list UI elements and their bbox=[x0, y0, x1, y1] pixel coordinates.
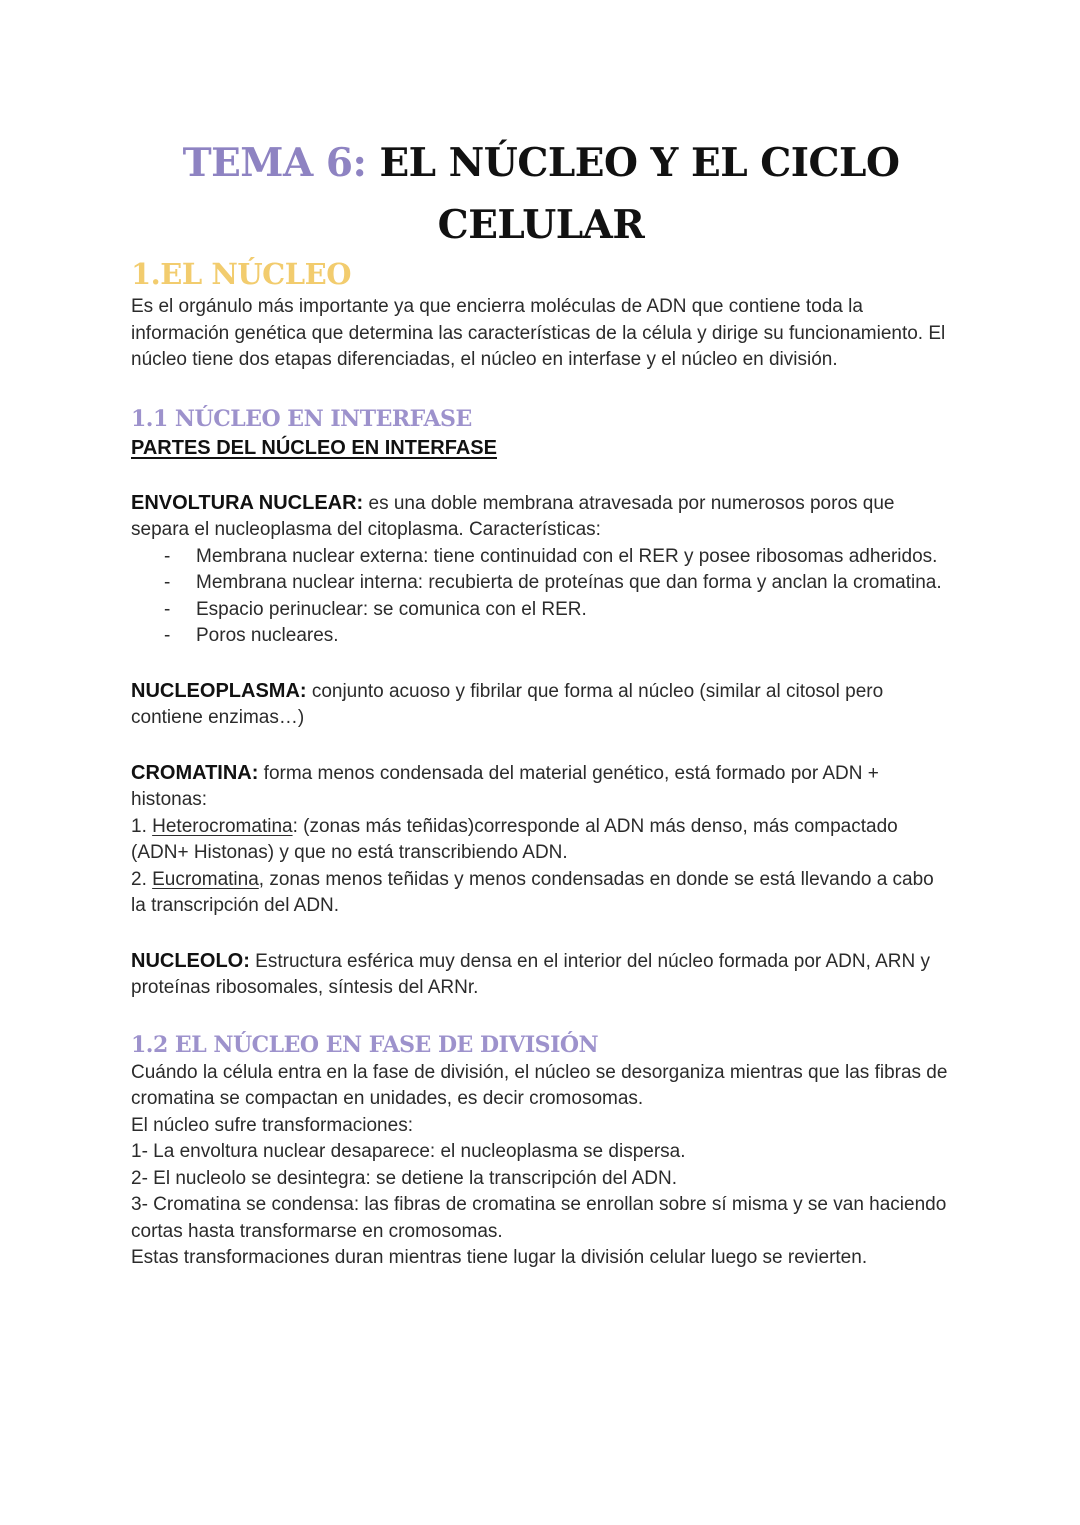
nucleoplasma-term: NUCLEOPLASMA: bbox=[131, 679, 307, 702]
list-item: - Membrana nuclear externa: tiene continuidad con el RER y posee ribosomas adheridos. bbox=[196, 544, 951, 571]
list-item: - Espacio perinuclear: se comunica con el RER. bbox=[196, 597, 951, 624]
division-step: 2- El nucleolo se desintegra: se detiene la transcripción del ADN. bbox=[131, 1167, 678, 1189]
subheading-partes: PARTES DEL NÚCLEO EN INTERFASE bbox=[131, 436, 497, 459]
title-line1: EL NÚCLEO Y EL CICLO bbox=[379, 140, 900, 186]
section-heading-nucleo: 1.EL NÚCLEO bbox=[131, 257, 352, 291]
intro-paragraph: Es el orgánulo más importante ya que encierra moléculas de ADN que contiene toda la información genética que determina las características de la célula y dirige su funcionamiento. El núcleo tiene dos etapas diferenciadas, el núcleo en interfase y el núcleo en división. bbox=[131, 296, 946, 370]
title-prefix: TEMA 6: bbox=[182, 140, 367, 186]
eucromatina-text: , zonas menos teñidas y menos condensadas en donde se está llevando a cabo la transcripción del ADN. bbox=[131, 868, 934, 916]
page-title bbox=[131, 132, 951, 256]
envoltura-paragraph bbox=[131, 490, 951, 544]
title-line2: CELULAR bbox=[437, 202, 645, 248]
section-heading-interfase: 1.1 NÚCLEO EN INTERFASE bbox=[131, 405, 472, 432]
nucleolo-term: NUCLEOLO: bbox=[131, 949, 250, 972]
cromatina-text: forma menos condensada del material genético, está formado por ADN + histonas: bbox=[131, 762, 879, 810]
nucleolo-paragraph bbox=[131, 948, 951, 1002]
eucromatina-num: 2. bbox=[131, 868, 153, 890]
list-item: - Poros nucleares. bbox=[196, 623, 951, 650]
nucleoplasma-paragraph bbox=[131, 678, 951, 732]
heterocromatina-item bbox=[131, 814, 951, 867]
division-paragraph-3: Estas transformaciones duran mientras tiene lugar la división celular luego se revierten. bbox=[131, 1247, 868, 1268]
division-step: 3- Cromatina se condensa: las fibras de cromatina se enrollan sobre sí misma y se van haciendo cortas hasta transformarse en cromosomas. bbox=[131, 1194, 947, 1242]
document-content bbox=[131, 132, 951, 1272]
division-paragraph-1: Cuándo la célula entra en la fase de división, el núcleo se desorganiza mientras que las fibras de cromatina se compactan en unidades, es decir cromosomas. bbox=[131, 1061, 948, 1109]
section-heading-division: 1.2 EL NÚCLEO EN FASE DE DIVISIÓN bbox=[131, 1031, 599, 1058]
heterocromatina-term: Heterocromatina bbox=[152, 815, 293, 837]
division-paragraph-2: El núcleo sufre transformaciones: bbox=[131, 1114, 413, 1136]
nucleolo-text: Estructura esférica muy densa en el interior del núcleo formada por ADN, ARN y proteínas ribosomales, síntesis del ARNr. bbox=[131, 950, 930, 998]
envoltura-term: ENVOLTURA NUCLEAR: bbox=[131, 491, 364, 514]
envoltura-text: es una doble membrana atravesada por numerosos poros que separa el nucleoplasma del citoplasma. Características: bbox=[131, 492, 895, 540]
division-step: 1- La envoltura nuclear desaparece: el nucleoplasma se dispersa. bbox=[131, 1141, 686, 1162]
eucromatina-item bbox=[131, 867, 951, 920]
list-item: - Membrana nuclear interna: recubierta de proteínas que dan forma y anclan la cromatina. bbox=[196, 570, 951, 597]
cromatina-paragraph bbox=[131, 760, 951, 814]
envoltura-list bbox=[131, 544, 951, 650]
cromatina-term: CROMATINA: bbox=[131, 761, 259, 784]
heterocromatina-text: : (zonas más teñidas)corresponde al ADN más denso, más compactado (ADN+ Histonas) y que no está transcribiendo ADN. bbox=[131, 815, 898, 863]
eucromatina-term: Eucromatina bbox=[152, 868, 259, 890]
heterocromatina-num: 1. bbox=[131, 815, 153, 837]
nucleoplasma-text: conjunto acuoso y fibrilar que forma al núcleo (similar al citosol pero contiene enzimas…) bbox=[131, 680, 884, 728]
